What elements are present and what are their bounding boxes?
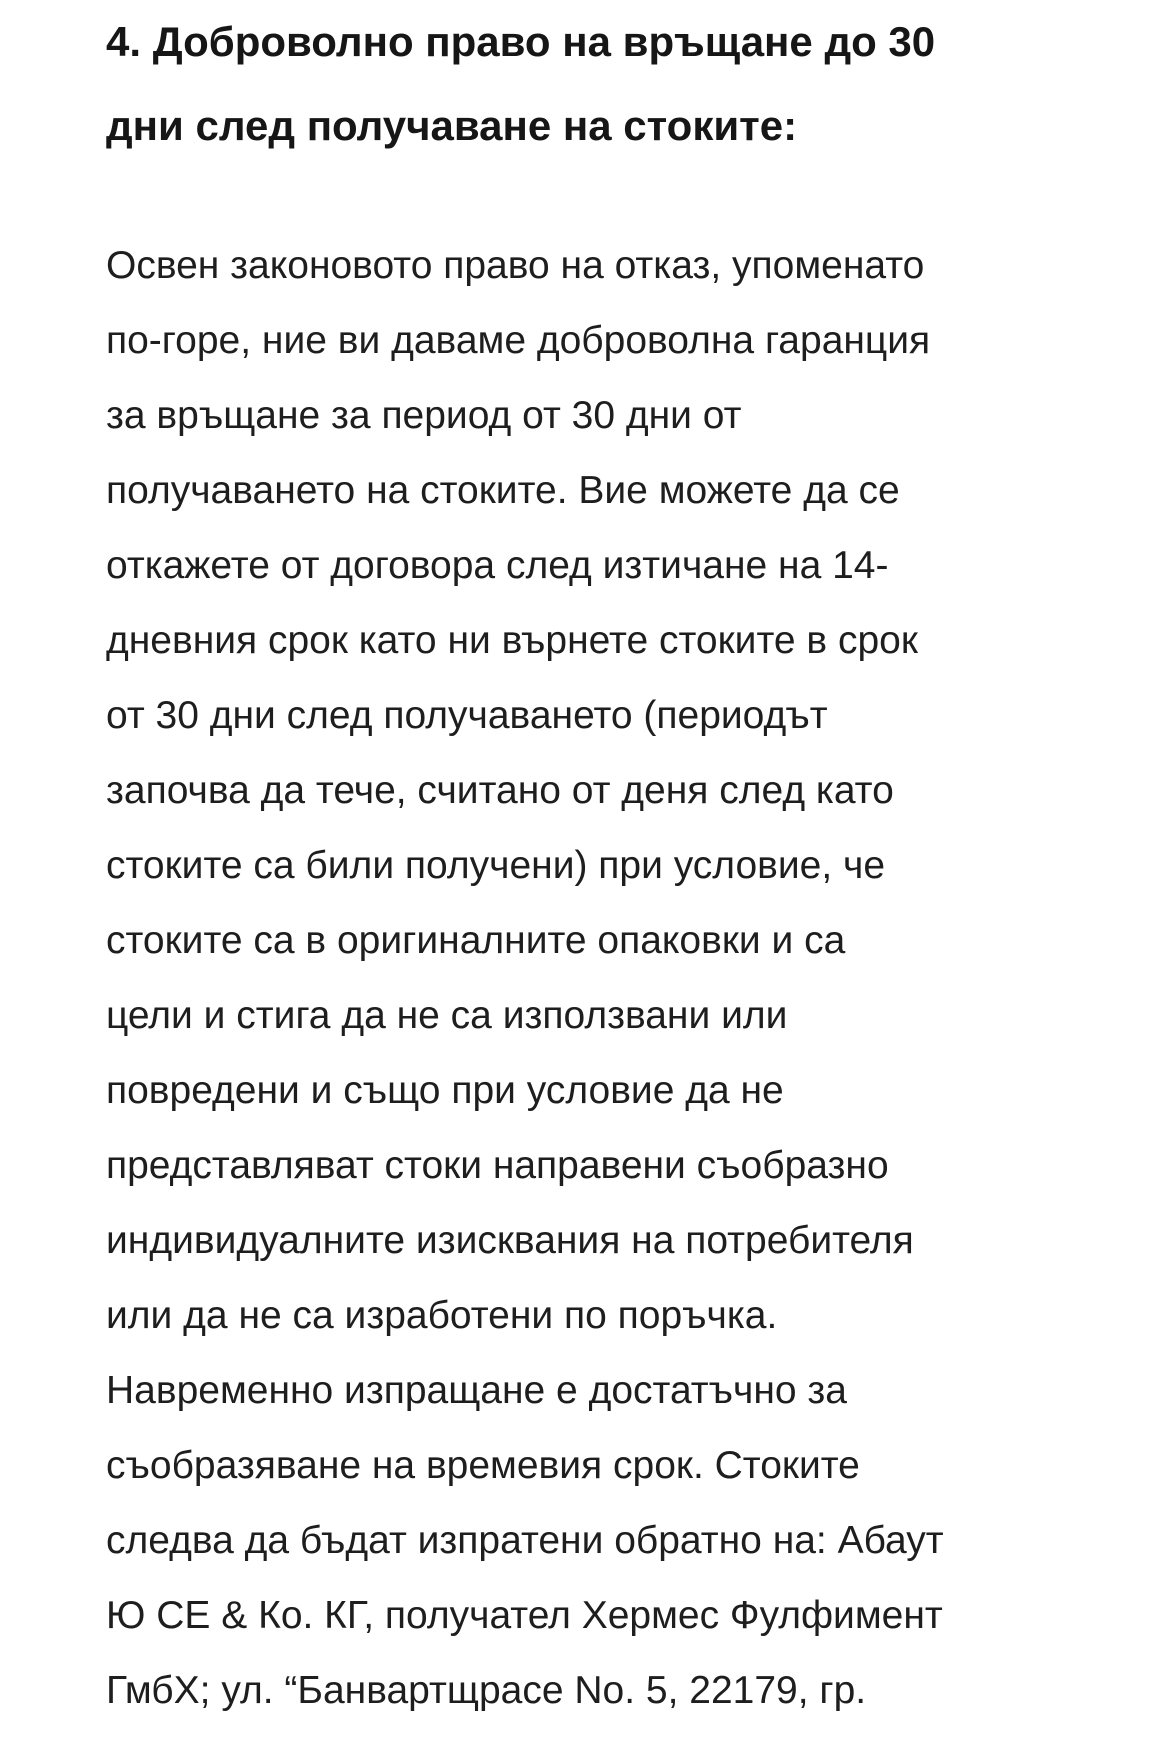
document-page — [106, 0, 1106, 1712]
section-heading — [106, 0, 1106, 168]
paragraph-line: съобразяване на времевия срок. Стоките — [106, 1444, 860, 1487]
section-paragraph — [106, 228, 944, 1728]
paragraph-line: откажете от договора след изтичане на 14- — [106, 544, 889, 587]
paragraph-line: започва да тече, считано от деня след като — [106, 769, 894, 812]
paragraph-line: стоките са били получени) при условие, че — [106, 844, 886, 887]
paragraph-line: по-горе, ние ви даваме доброволна гаранция — [106, 319, 931, 362]
paragraph-line: Ю СЕ & Ко. КГ, получател Хермес Фулфимент — [106, 1594, 943, 1637]
paragraph-line: за връщане за период от 30 дни от — [106, 394, 742, 437]
paragraph-line: получаването на стоките. Вие можете да се — [106, 469, 900, 512]
paragraph-line: дневния срок като ни върнете стоките в срок — [106, 619, 918, 662]
paragraph-line: или да не са изработени по поръчка. — [106, 1294, 778, 1337]
paragraph-line: представляват стоки направени съобразно — [106, 1144, 889, 1187]
paragraph-line: индивидуалните изисквания на потребителя — [106, 1219, 914, 1262]
paragraph-line: ГмбХ; ул. “Банвартщрасе No. 5, 22179, гр. — [106, 1669, 867, 1712]
paragraph-line: повредени и също при условие да не — [106, 1069, 784, 1112]
paragraph-line: цели и стига да не са използвани или — [106, 994, 788, 1037]
paragraph-line: стоките са в оригиналните опаковки и са — [106, 919, 846, 962]
heading-line-2: дни след получаване на стоките: — [106, 102, 798, 149]
heading-line-1: 4. Доброволно право на връщане до 30 — [106, 18, 936, 65]
paragraph-line: Навременно изпращане е достатъчно за — [106, 1369, 847, 1412]
paragraph-line: следва да бъдат изпратени обратно на: Абаут — [106, 1519, 944, 1562]
paragraph-line: от 30 дни след получаването (периодът — [106, 694, 828, 737]
paragraph-line: Освен законовото право на отказ, упоменато — [106, 244, 925, 287]
